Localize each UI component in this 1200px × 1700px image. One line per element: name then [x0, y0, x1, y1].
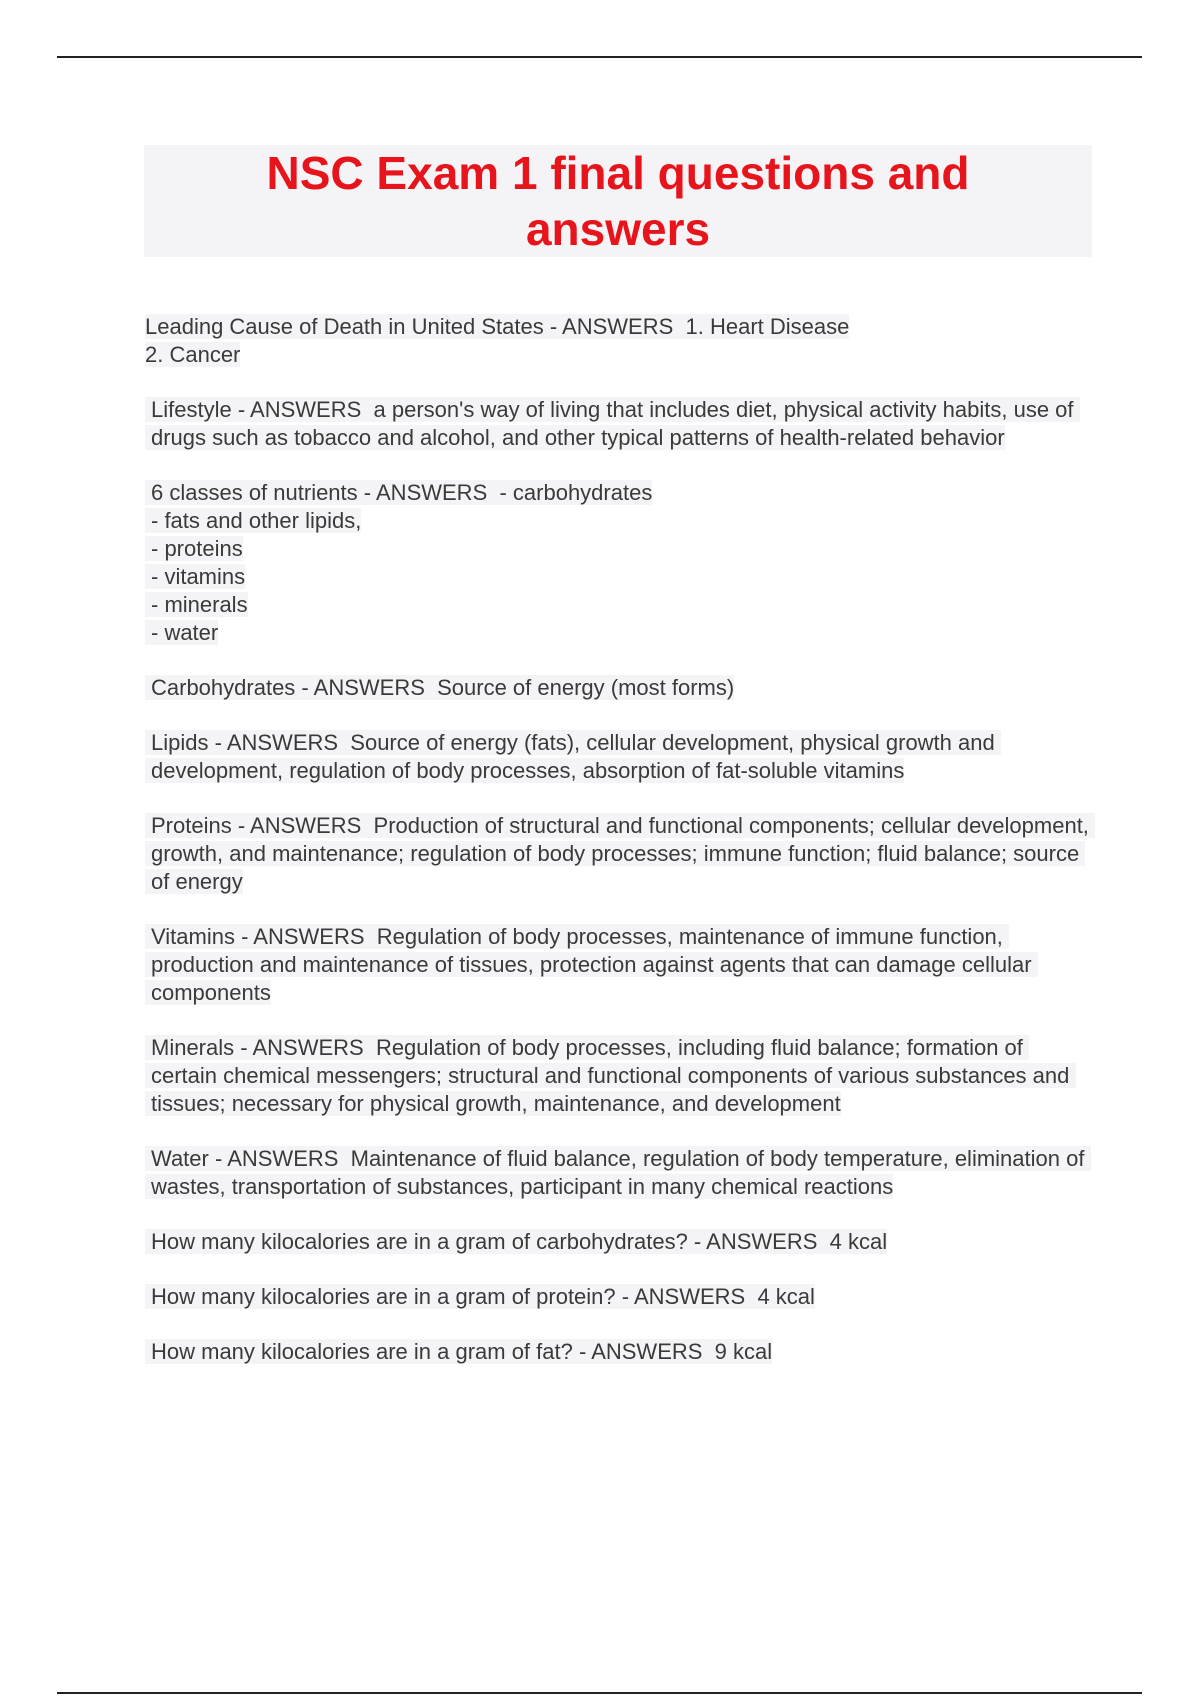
qa-highlight — [145, 1229, 887, 1254]
answer-text: - carbohydrates — [499, 480, 653, 505]
question-text: Leading Cause of Death in United States — [145, 314, 544, 339]
question-text: Vitamins — [151, 924, 235, 949]
qa-list — [145, 313, 1095, 1393]
qa-item — [145, 812, 1095, 896]
answer-text: a person's way of living that includes diet, physical activity habits, use of drugs such as tobacco and alcohol, and other typical patterns of health-related behavior — [151, 397, 1080, 450]
question-text: Lipids — [151, 730, 209, 755]
qa-text — [145, 729, 1095, 785]
qa-highlight — [145, 813, 1095, 894]
question-text: Water — [151, 1146, 209, 1171]
qa-highlight — [145, 1146, 1091, 1199]
answer-text: Maintenance of fluid balance, regulation of body temperature, elimination of wastes, transportation of substances, participant in many chemical reactions — [151, 1146, 1091, 1199]
qa-item — [145, 923, 1095, 1007]
answer-text: - vitamins — [151, 564, 246, 589]
bottom-rule — [57, 1692, 1142, 1694]
answer-text: Regulation of body processes, including fluid balance; formation of certain chemical messengers; structural and functional components of various substances and tissues; necessary for physical growth, maintenance, and development — [151, 1035, 1076, 1116]
qa-item — [145, 479, 1095, 647]
qa-item — [145, 1145, 1095, 1201]
qa-highlight — [145, 1284, 815, 1309]
answers-separator: - ANSWERS — [543, 314, 686, 339]
qa-text — [145, 479, 1095, 647]
qa-item — [145, 396, 1095, 452]
qa-text — [145, 923, 1095, 1007]
answers-separator: - ANSWERS — [231, 813, 374, 838]
qa-text — [145, 313, 1095, 369]
qa-text — [145, 674, 1095, 702]
qa-item — [145, 1338, 1095, 1366]
qa-highlight — [145, 730, 1001, 783]
qa-text — [145, 1338, 1095, 1366]
qa-highlight — [145, 397, 1080, 450]
question-text: How many kilocalories are in a gram of fat? — [151, 1339, 573, 1364]
answers-separator: - ANSWERS — [231, 397, 374, 422]
answer-text: - water — [151, 620, 219, 645]
qa-item — [145, 313, 1095, 369]
title-banner — [144, 145, 1092, 257]
qa-item — [145, 674, 1095, 702]
answer-text: Source of energy (fats), cellular development, physical growth and development, regulation of body processes, absorption of fat-soluble vitamins — [151, 730, 1001, 783]
qa-item — [145, 1034, 1095, 1118]
answer-text: Source of energy (most forms) — [437, 675, 735, 700]
qa-text — [145, 1034, 1095, 1118]
answers-separator: - ANSWERS — [687, 1229, 830, 1254]
answers-separator: - ANSWERS — [208, 1146, 351, 1171]
qa-item — [145, 729, 1095, 785]
answers-separator: - ANSWERS — [234, 1035, 376, 1060]
answers-separator: - ANSWERS — [208, 730, 351, 755]
answer-text: 1. Heart Disease — [685, 314, 850, 339]
qa-highlight — [145, 675, 734, 700]
answer-text: - fats and other lipids, — [151, 508, 362, 533]
qa-text — [145, 812, 1095, 896]
qa-item — [145, 1283, 1095, 1311]
top-rule — [57, 56, 1142, 58]
answers-separator: - ANSWERS — [615, 1284, 758, 1309]
qa-highlight — [145, 480, 652, 645]
question-text: Lifestyle — [151, 397, 232, 422]
answer-text: - minerals — [151, 592, 248, 617]
answers-separator: - ANSWERS — [295, 675, 438, 700]
question-text: How many kilocalories are in a gram of carbohydrates? — [151, 1229, 688, 1254]
answers-separator: - ANSWERS — [357, 480, 500, 505]
qa-item — [145, 1228, 1095, 1256]
answer-text: Regulation of body processes, maintenance of immune function, production and maintenance of tissues, protection against agents that can damage cellular components — [151, 924, 1038, 1005]
qa-highlight — [145, 1035, 1076, 1116]
qa-text — [145, 396, 1095, 452]
answer-text: - proteins — [151, 536, 243, 561]
qa-text — [145, 1228, 1095, 1256]
qa-text — [145, 1283, 1095, 1311]
question-text: How many kilocalories are in a gram of protein? — [151, 1284, 616, 1309]
question-text: Proteins — [151, 813, 232, 838]
question-text: 6 classes of nutrients — [151, 480, 358, 505]
answers-separator: - ANSWERS — [572, 1339, 715, 1364]
answer-text: 9 kcal — [714, 1339, 773, 1364]
answer-text: Production of structural and functional components; cellular development, growth, and maintenance; regulation of body processes; immune function; fluid balance; source of energy — [151, 813, 1096, 894]
qa-highlight — [145, 924, 1038, 1005]
answer-text: 4 kcal — [829, 1229, 888, 1254]
answer-text: 2. Cancer — [145, 342, 241, 367]
question-text: Minerals — [151, 1035, 235, 1060]
answer-text: 4 kcal — [757, 1284, 815, 1309]
qa-highlight — [145, 314, 849, 367]
answers-separator: - ANSWERS — [234, 924, 377, 949]
question-text: Carbohydrates — [151, 675, 296, 700]
document-title: NSC Exam 1 final questions and answers — [266, 147, 970, 255]
qa-highlight — [145, 1339, 772, 1364]
qa-text — [145, 1145, 1095, 1201]
